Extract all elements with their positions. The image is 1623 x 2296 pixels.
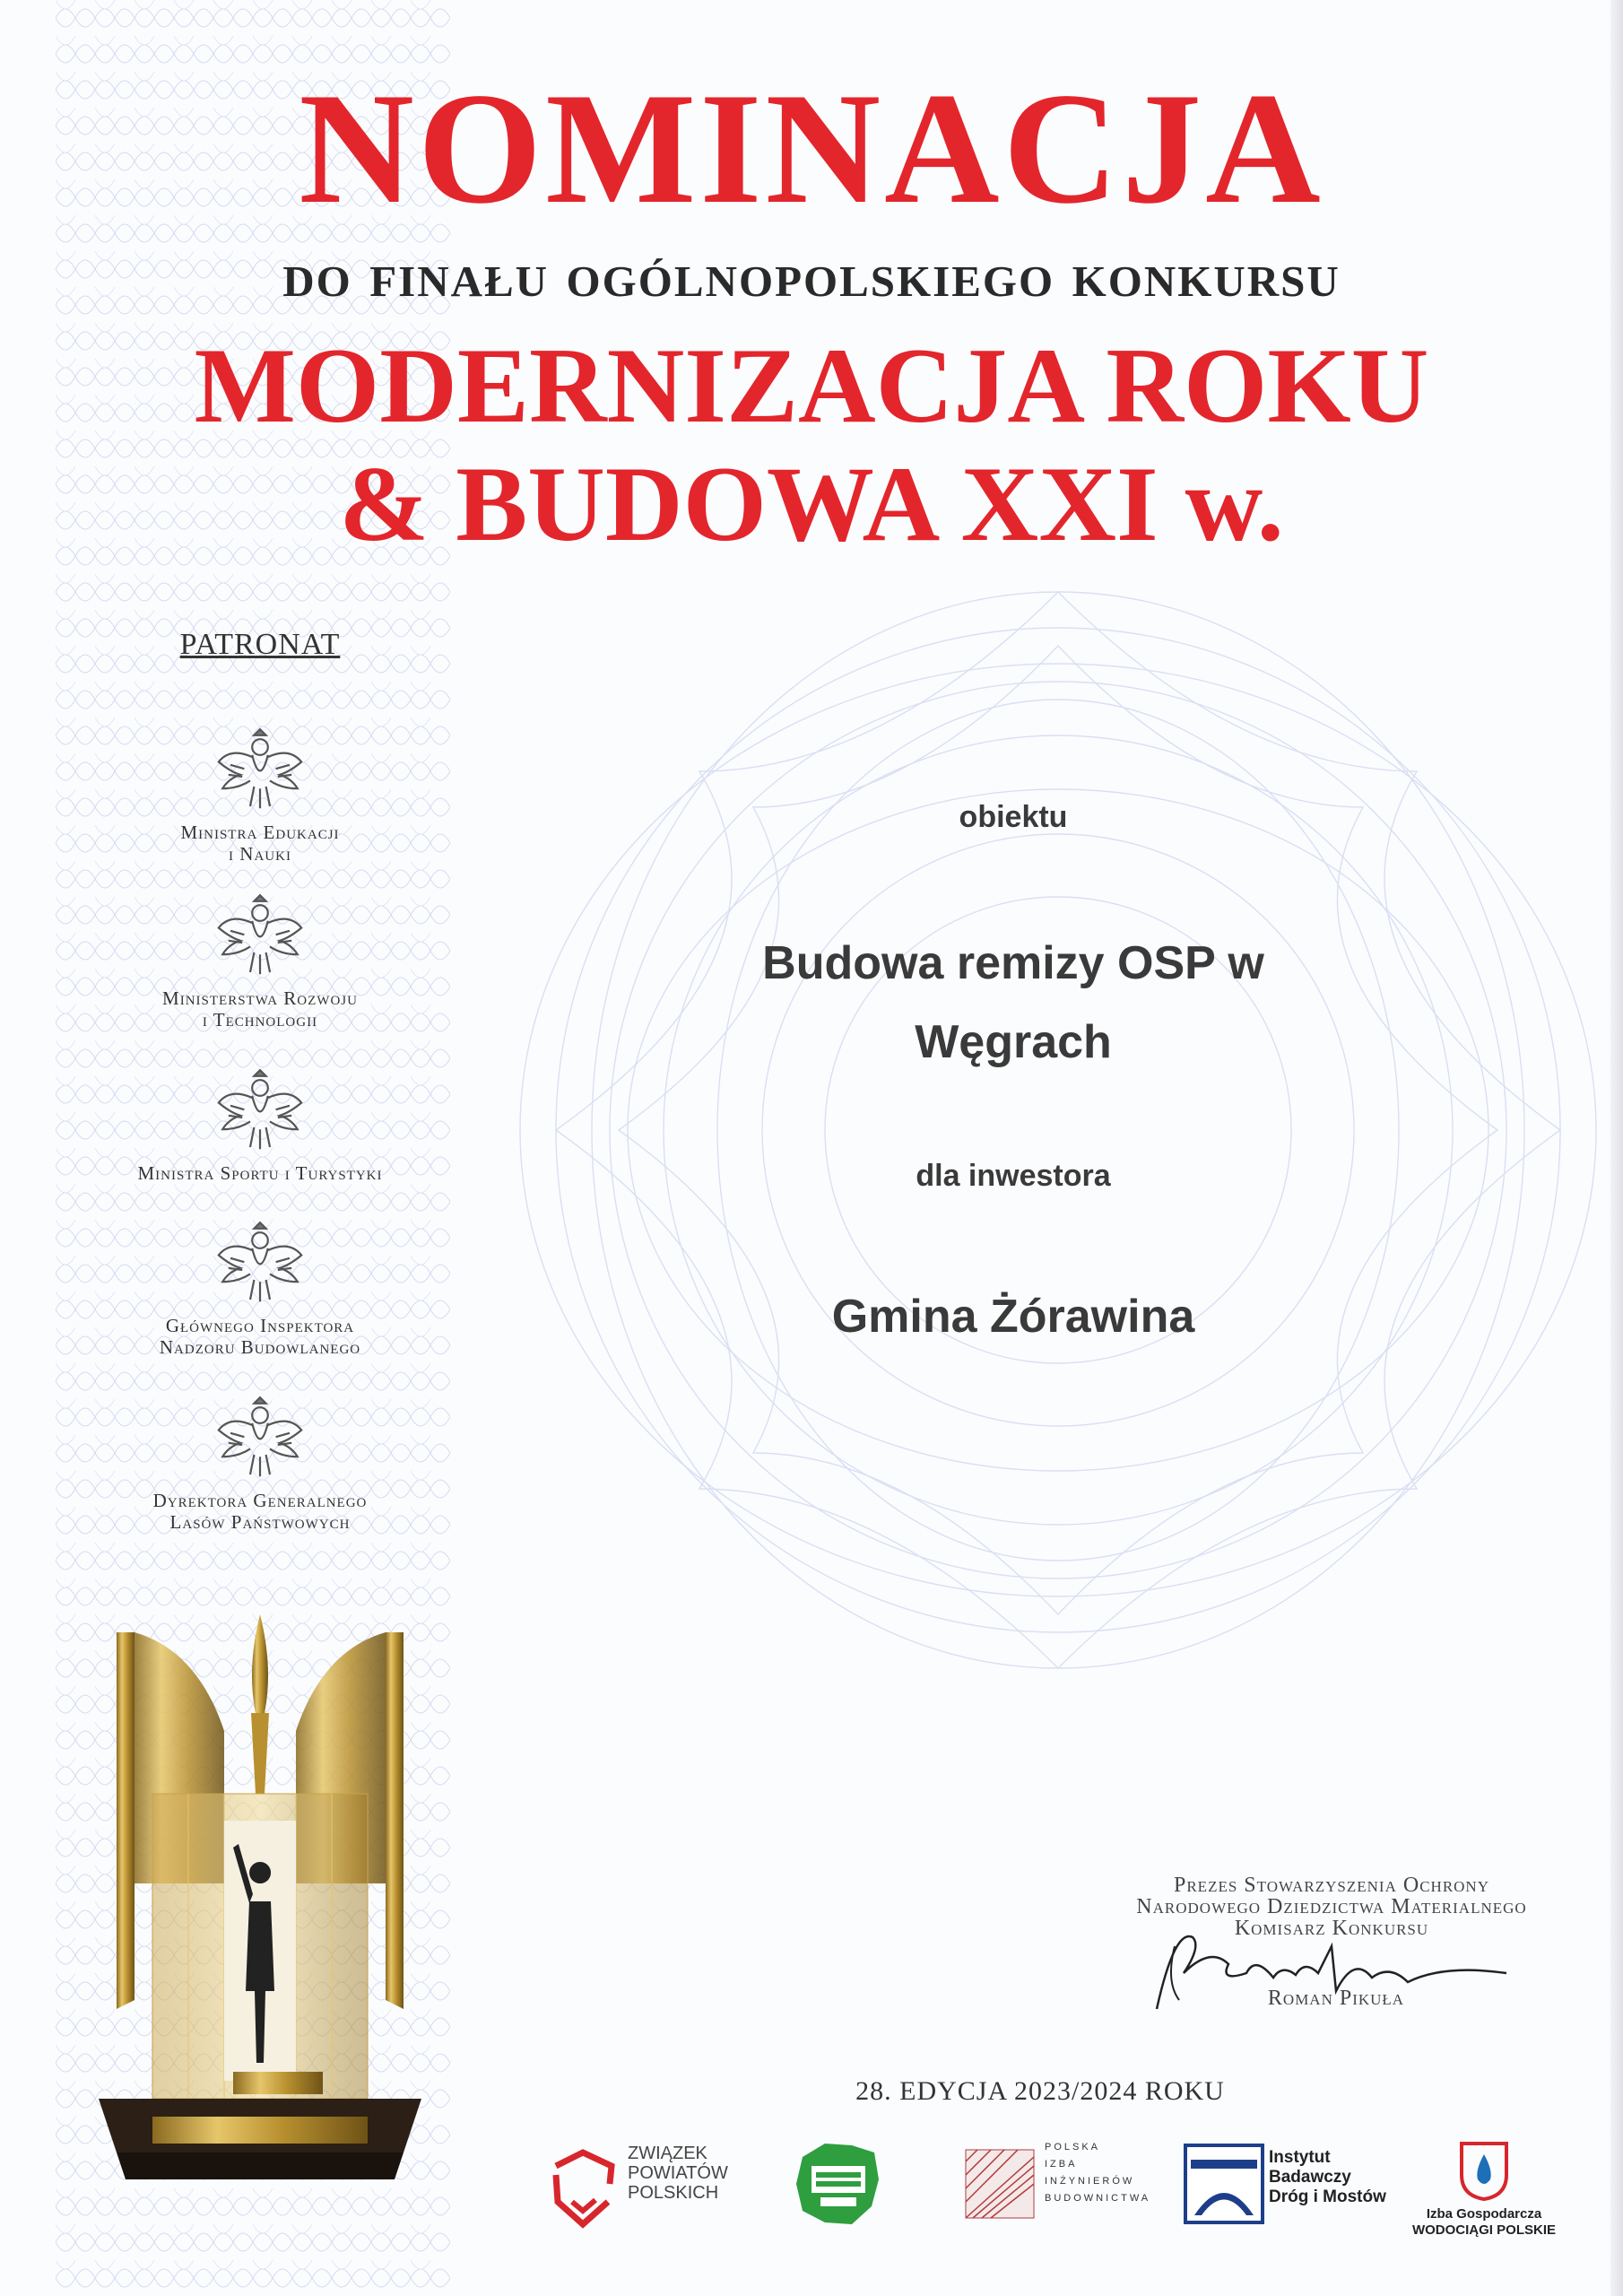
piib-logo-text: POLSKA IZBA INŻYNIERÓW BUDOWNICTWA (1045, 2142, 1151, 2204)
polish-eagle-icon (211, 1058, 309, 1157)
piib-logo-mark (964, 2148, 1036, 2220)
water-drop-icon (1453, 2135, 1515, 2202)
wodociagi-polskie-logo-text: Izba Gospodarcza WODOCIĄGI POLSKIE (1411, 2206, 1556, 2238)
contest-name-line2: & BUDOWA XXI w. (339, 444, 1284, 563)
nomination-title: NOMINACJA (299, 59, 1324, 237)
patronage-heading: PATRONAT (179, 628, 341, 661)
patron-name: Dyrektora Generalnego Lasów Państwowych (152, 1490, 368, 1533)
investor-name: Gmina Żórawina (831, 1291, 1195, 1343)
signatory-role-line2: Narodowego Dziedzictwa Materialnego (1136, 1895, 1527, 1918)
object-name-line2: Węgrach (915, 1016, 1112, 1068)
soltysi-association-logo (789, 2135, 888, 2242)
patron-building-inspector (117, 1211, 404, 1358)
guilloche-rosette-pattern (502, 323, 1614, 1940)
polish-eagle-icon (211, 1386, 309, 1484)
ibdim-logo (1184, 2135, 1390, 2242)
patron-name: Ministra Edukacji i Nauki (180, 822, 340, 865)
signatory-role-line1: Prezes Stowarzyszenia Ochrony (1174, 1874, 1489, 1897)
patron-name: Ministerstwa Rozwoju i Technologii (162, 987, 358, 1031)
contest-name-line1: MODERNIZACJA ROKU (194, 326, 1429, 445)
patron-name: Ministra Sportu i Turystyki (137, 1162, 383, 1184)
patron-state-forests (117, 1386, 404, 1533)
polish-eagle-icon (211, 883, 309, 982)
zpp-logo-mark (547, 2148, 619, 2229)
poland-map-icon (789, 2135, 888, 2233)
trophy-statuette-image (99, 1614, 421, 2188)
object-label: obiektu (959, 800, 1068, 834)
zpp-logo (547, 2135, 735, 2242)
patron-name: Głównego Inspektora Nadzoru Budowlanego (159, 1315, 361, 1358)
patron-ministry-development (117, 883, 404, 1031)
polish-eagle-icon (211, 1211, 309, 1309)
zpp-logo-text: ZWIĄZEK POWIATÓW POLSKICH (628, 2144, 728, 2203)
contest-subtitle: do finału ogólnopolskiego konkursu (282, 241, 1341, 310)
object-name (699, 924, 1327, 1082)
signatory-name: Roman Pikuła (1267, 1987, 1405, 2010)
patron-ministry-sport (117, 1058, 404, 1184)
object-name-line1: Budowa remizy OSP w (762, 937, 1264, 989)
piib-logo (964, 2135, 1151, 2242)
polish-eagle-icon (211, 718, 309, 816)
wodociagi-polskie-logo (1390, 2135, 1578, 2242)
patron-ministry-education (117, 718, 404, 865)
ibdim-bridge-icon (1184, 2144, 1264, 2224)
investor-label: dla inwestora (916, 1159, 1111, 1193)
ibdim-logo-text: Instytut Badawczy Dróg i Mostów (1269, 2148, 1386, 2206)
edition-label: 28. EDYCJA 2023/2024 ROKU (855, 2076, 1225, 2106)
signatory-role-line3: Komisarz Konkursu (1234, 1917, 1429, 1940)
